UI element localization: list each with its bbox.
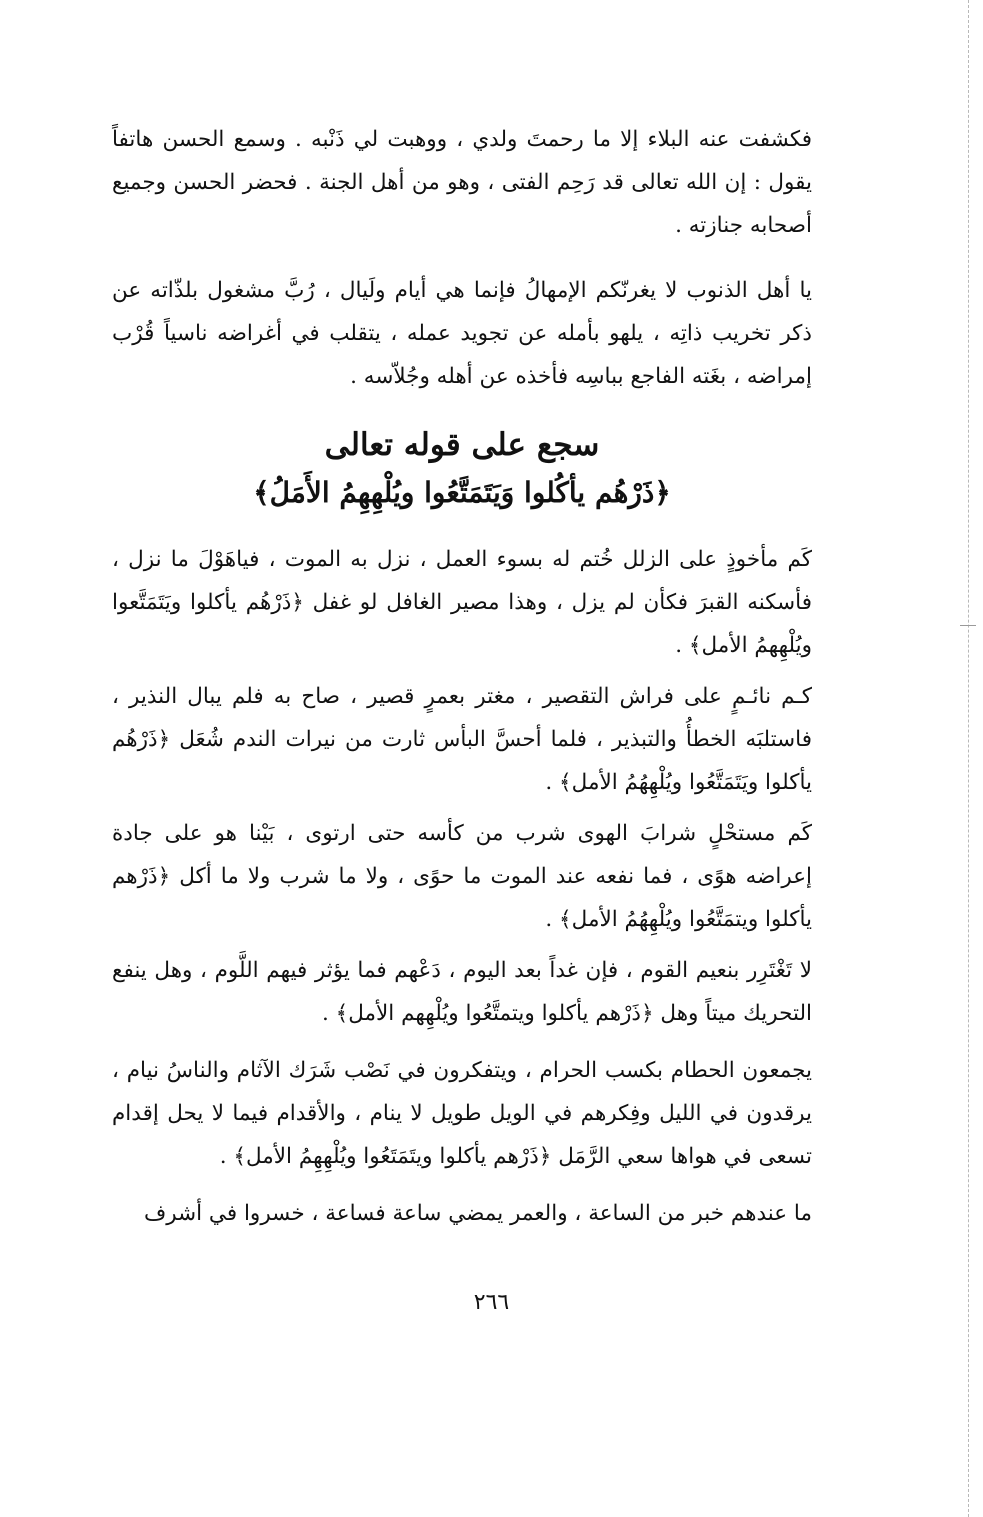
paragraph-saj-2: كـم نائـمٍ على فراش التقصير ، مغتر بعمرٍ قصير ، صاح به فلم يبال النذير ، فاستلبَه الخطأُ والتبذير ، فلما أحسَّ البأس ثارت من نيرات الندم شُعَل ﴿ذَرْهُم يأكلوا ويَتَمَتَّعُوا ويُلْهِهُمُ الأمل﴾ .: [112, 684, 812, 795]
paragraph-saj-4: لا تَغْتَرِر بنعيم القوم ، فإن غداً بعد اليوم ، دَعْهم فما يؤثر فيهم اللَّوم ، وهل ينفع التحريك ميتاً وهل ﴿ذَرْهم يأكلوا ويتمتَّعُوا ويُلْهِهم الأمل﴾ .: [112, 958, 812, 1026]
page-number: ٢٦٦: [473, 1290, 510, 1315]
spacer: [112, 1178, 812, 1192]
paragraph-saj-1: كَم مأخوذٍ على الزلل خُتم له بسوء العمل ، نزل به الموت ، فياهَوْلَ ما نزل ، فأسكنه القبرَ فكأن لم يزل ، وهذا مصير الغافل لو غفل ﴿ذَرْهُم يأكلوا ويَتَمَتَّعوا ويُلْهِهمُ الأمل﴾ .: [112, 547, 812, 658]
paragraph-sinners-address: يا أهل الذنوب لا يغرنّكم الإمهالُ فإنما هي أيام ولَيال ، رُبَّ مشغول بلذّاته عن ذكر تخريب ذاتِه ، يلهو بأمله عن تجويد عمله ، يتقلب في أغراضه ناسياً قُرْب إمراضه ، بغَته الفاجع بباسِه فأخذه عن أهله وجُلاّسه .: [112, 278, 812, 389]
spacer: [112, 804, 812, 812]
spacer: [112, 247, 812, 269]
spacer: [112, 941, 812, 949]
paragraph-saj-6: ما عندهم خبر من الساعة ، والعمر يمضي ساعة فساعة ، خسروا في أشرف: [143, 1201, 812, 1226]
section-verse: ﴿ذَرْهُم يأكُلوا وَيَتَمَتَّعُوا ويُلْهِهِمُ الأَمَلُ﴾: [253, 476, 671, 509]
spacer: [112, 1035, 812, 1049]
page-body: [112, 118, 812, 1235]
paragraph-saj-3: كَم مستحْلٍ شرابَ الهوى شرب من كأسه حتى ارتوى ، بَيْنا هو على جادة إعراضه هوًى ، فما نفعه عند الموت ما حوًى ، ولا ما شرب ولا ما أكل ﴿ذَرْهم يأكلوا ويتمَتَّعُوا ويُلْهِهُمُ الأمل﴾ .: [112, 821, 812, 932]
spacer: [112, 667, 812, 675]
page-edge-tick: [960, 625, 976, 626]
spacer: [112, 398, 812, 420]
paragraph-saj-5: يجمعون الحطام بكسب الحرام ، ويتفكرون في نَصْب شَرَك الآثام والناسُ نيام ، يرقدون في الليل وفِكرهم في الويل طويل لا ينام ، والأقدام فيما لا يحل إقدام تسعى في هواها سعي الرَّمَل ﴿ذَرْهم يأكلوا ويتَمَتَعُوا ويُلْهِهِمُ الأمل﴾ .: [112, 1058, 812, 1169]
paragraph-story-end: فكشفت عنه البلاء إلا ما رحمتَ ولدي ، ووهبت لي ذَنْبه . وسمع الحسن هاتفاً يقول : إن الله تعالى قد رَحِم الفتى ، وهو من أهل الجنة . فحضر الحسن وجميع أصحابه جنازته .: [112, 127, 812, 238]
section-title: سجع على قوله تعالى: [324, 427, 600, 463]
spacer: [112, 516, 812, 538]
